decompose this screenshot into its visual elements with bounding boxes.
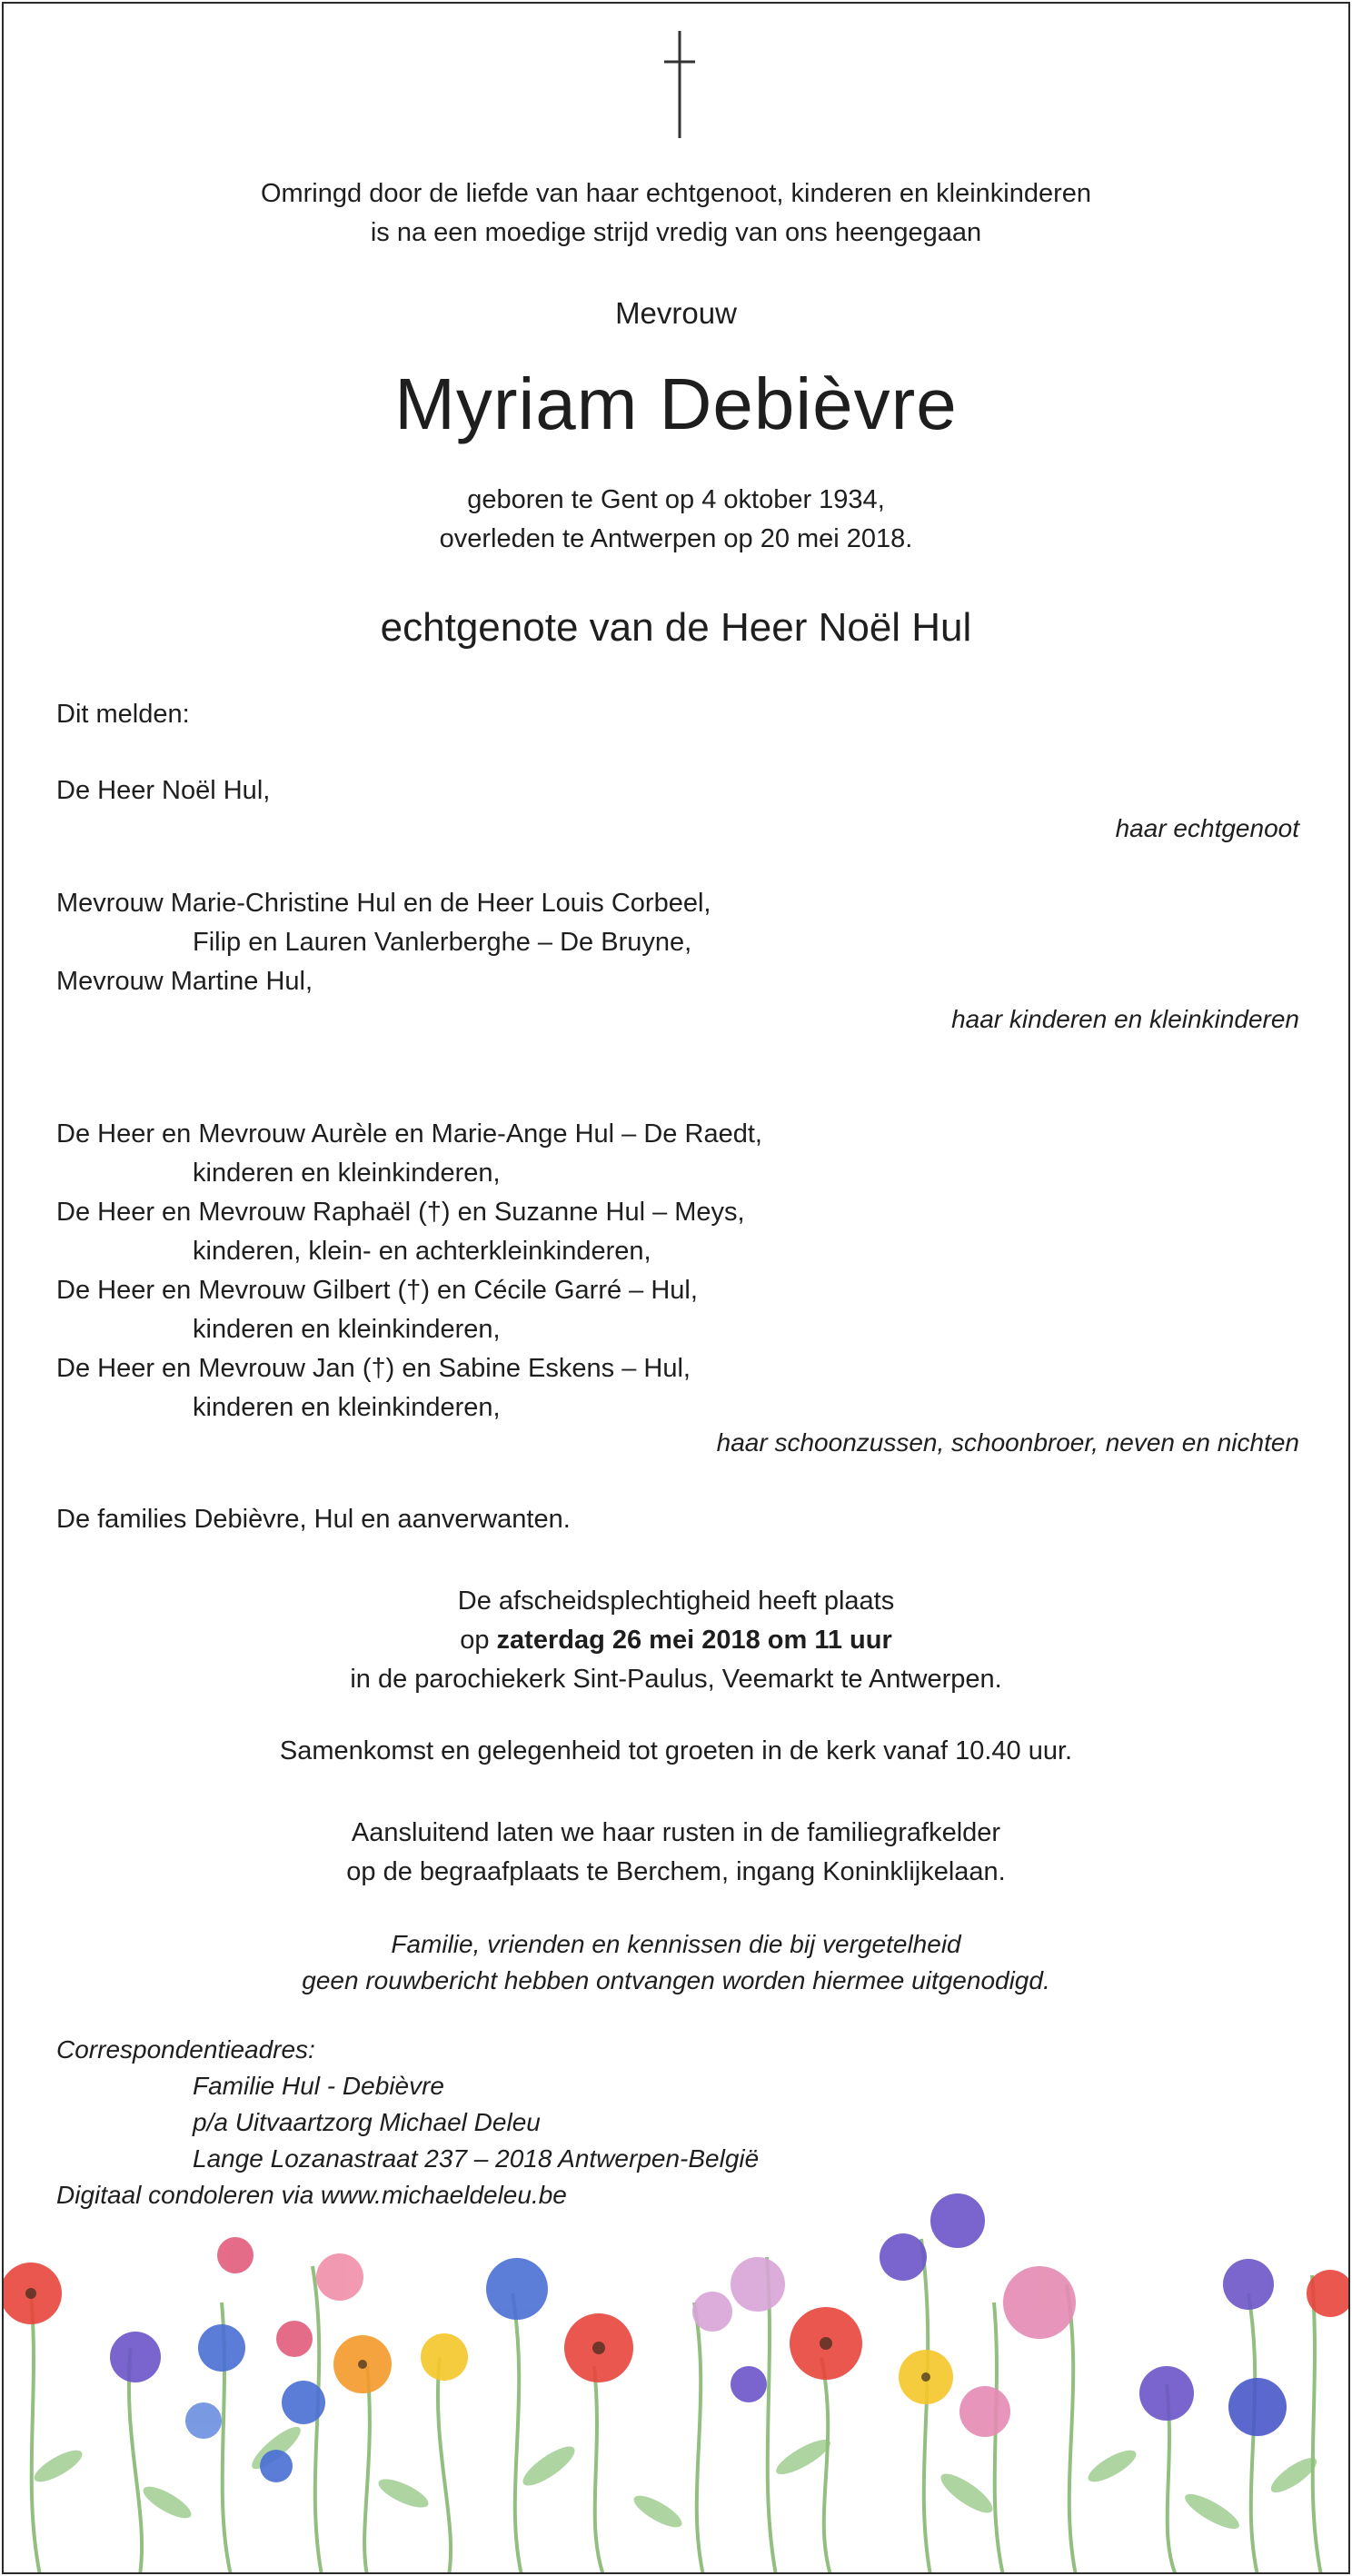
ceremony-date: zaterdag 26 mei 2018 om 11 uur [496, 1626, 892, 1655]
ceremony-block [4, 1582, 1348, 1699]
burial-line-1: Aansluitend laten we haar rusten in de familiegrafkelder [351, 1818, 1001, 1847]
inlaw-line-8: kinderen en kleinkinderen, [193, 1393, 501, 1422]
child-line-1: Mevrouw Marie-Christine Hul en de Heer Louis Corbeel, [56, 889, 711, 918]
watercolor-flowers-illustration [4, 2166, 1348, 2574]
ceremony-date-prefix: op [460, 1626, 497, 1655]
ceremony-line-3: in de parochiekerk Sint-Paulus, Veemarkt te Antwerpen. [350, 1665, 1002, 1694]
intro-line-2: is na een moedige strijd vredig van ons heengegaan [370, 218, 982, 247]
invitation-line-1: Familie, vrienden en kennissen die bij vergetelheid [391, 1930, 961, 1958]
deceased-title: Mevrouw [615, 296, 737, 330]
correspondence-line-3: Lange Lozanastraat 237 – 2018 Antwerpen-België [193, 2144, 760, 2173]
inlaw-line-3: De Heer en Mevrouw Raphaël (†) en Suzanne Hul – Meys, [56, 1198, 745, 1227]
child-line-3: Mevrouw Martine Hul, [56, 967, 313, 996]
invitation-line-2: geen rouwbericht hebben ontvangen worden hiermee uitgenodigd. [302, 1966, 1050, 1994]
spouse-name: De Heer Noël Hul, [56, 776, 271, 805]
intro-line-1: Omringd door de liefde van haar echtgenoot, kinderen en kleinkinderen [260, 179, 1092, 208]
condolence-link[interactable]: Digitaal condoleren via www.michaeldeleu.be [56, 2181, 567, 2209]
ceremony-line-2 [4, 1621, 1348, 1660]
correspondence-line-1: Familie Hul - Debièvre [193, 2072, 444, 2100]
inlaw-line-6: kinderen en kleinkinderen, [193, 1315, 501, 1344]
inlaw-line-7: De Heer en Mevrouw Jan (†) en Sabine Eskens – Hul, [56, 1354, 691, 1383]
ceremony-line-1: De afscheidsplechtigheid heeft plaats [457, 1586, 895, 1616]
obituary-card [2, 2, 1350, 2574]
announce-text: Dit melden: [56, 700, 190, 729]
correspondence-label: Correspondentieadres: [56, 2035, 315, 2064]
correspondence-line-2: p/a Uitvaartzorg Michael Deleu [193, 2108, 541, 2136]
death-line: overleden te Antwerpen op 20 mei 2018. [439, 524, 913, 553]
life-dates [4, 481, 1348, 559]
inlaw-line-5: De Heer en Mevrouw Gilbert (†) en Cécile Garré – Hul, [56, 1276, 698, 1305]
burial-block [4, 1814, 1348, 1892]
deceased-name: Myriam Debièvre [394, 363, 958, 444]
inlaw-line-1: De Heer en Mevrouw Aurèle en Marie-Ange Hul – De Raedt, [56, 1119, 762, 1149]
invitation-block [4, 1926, 1348, 1999]
spouse-line: echtgenote van de Heer Noël Hul [380, 605, 972, 650]
birth-line: geboren te Gent op 4 oktober 1934, [467, 485, 885, 514]
gathering-line: Samenkomst en gelegenheid tot groeten in de kerk vanaf 10.40 uur. [279, 1736, 1073, 1765]
cross-icon [661, 31, 698, 138]
burial-line-2: op de begraafplaats te Berchem, ingang Koninklijkelaan. [346, 1857, 1006, 1886]
inlaw-line-2: kinderen en kleinkinderen, [193, 1159, 501, 1188]
intro-text [4, 174, 1348, 253]
inlaw-line-4: kinderen, klein- en achterkleinkinderen, [193, 1237, 651, 1266]
child-line-2: Filip en Lauren Vanlerberghe – De Bruyne, [193, 928, 692, 957]
children-role: haar kinderen en kleinkinderen [951, 1005, 1299, 1033]
spouse-role: haar echtgenoot [1115, 814, 1299, 842]
inlaws-role: haar schoonzussen, schoonbroer, neven en nichten [716, 1428, 1299, 1457]
families-line: De families Debièvre, Hul en aanverwanten. [56, 1505, 571, 1534]
